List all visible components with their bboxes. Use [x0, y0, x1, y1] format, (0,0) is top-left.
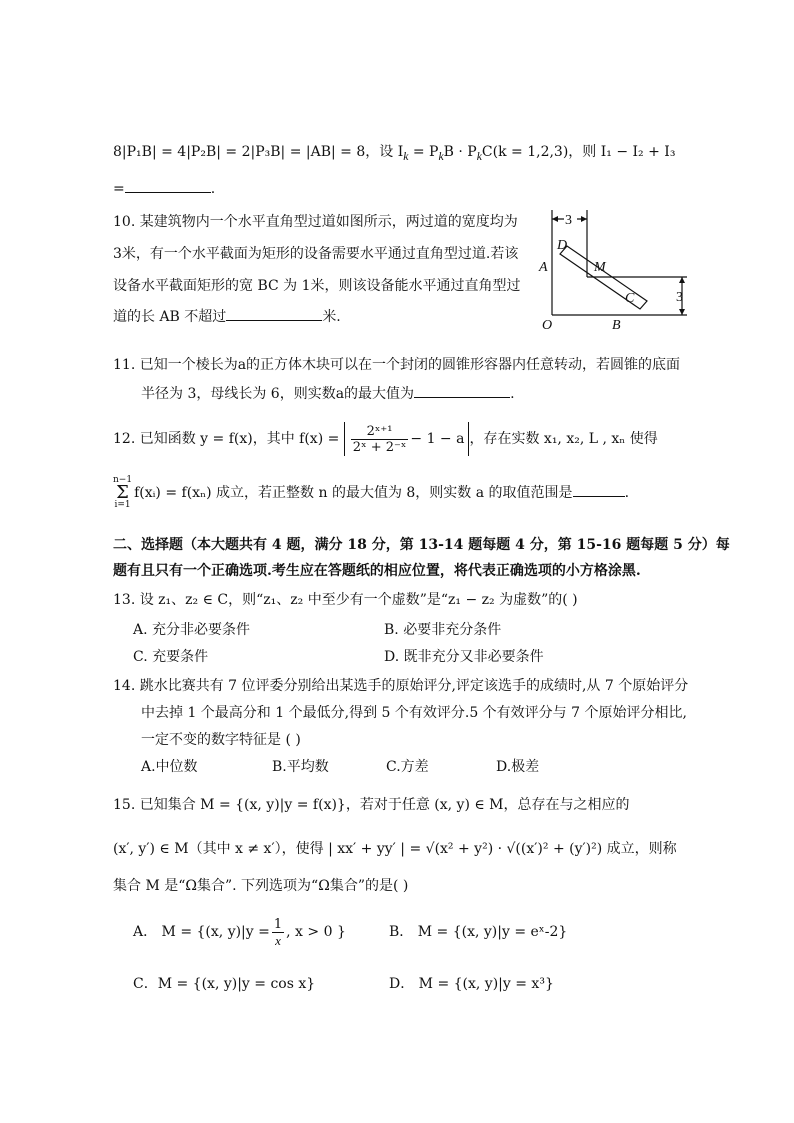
label-D: D: [557, 238, 568, 253]
q15-option-c[interactable]: C．M = {(x, y)|y = cos x}: [133, 976, 316, 992]
q15-a-frac: [272, 917, 284, 948]
q12-answer-blank[interactable]: [573, 482, 625, 497]
q12-sum-top: n−1: [113, 475, 133, 485]
q15-a-post: , x > 0 }: [286, 924, 346, 940]
arrow-up: [679, 277, 685, 283]
q12-fraction: [351, 424, 409, 455]
q15-line1: 15. 已知集合 M = {(x, y)|y = f(x)}，若对于任意 (x, y) ∈ M，总存在与之相应的: [113, 797, 630, 813]
q12-abs-expression: [344, 422, 470, 456]
label-M: M: [594, 260, 606, 275]
q9-k2: k: [438, 149, 444, 163]
q10-text: 道的长 AB 不超过: [113, 309, 227, 325]
q12-end: .: [624, 485, 630, 501]
q12-text3: f(xᵢ) = f(xₙ) 成立，若正整数 n 的最大值为 8，则实数 a 的取值范围是: [134, 485, 573, 501]
q9-answer-blank[interactable]: [125, 178, 211, 193]
q10-answer-blank[interactable]: [226, 306, 322, 321]
q12-line2: [113, 476, 629, 510]
q10-line4: [113, 306, 341, 327]
q9-k: k: [403, 149, 409, 163]
arrow-right: [581, 216, 587, 222]
q15-option-a[interactable]: [133, 915, 346, 949]
q15-line3: 集合 M 是“Ω集合”. 下列选项为“Ω集合”的是( ): [113, 878, 409, 894]
q9-k3: k: [476, 149, 482, 163]
q10-unit: 米.: [322, 309, 341, 325]
q13-option-a[interactable]: A. 充分非必要条件: [133, 622, 251, 638]
label-A: A: [539, 260, 548, 275]
q11-line2: [141, 383, 515, 404]
q13-option-b[interactable]: B. 必要非充分条件: [384, 622, 502, 638]
q9-line2: [113, 178, 215, 199]
label-C: C: [625, 291, 635, 306]
q13-option-c[interactable]: C. 充要条件: [133, 649, 209, 665]
q9-def2: B · P: [443, 144, 477, 160]
q14-line3: 一定不变的数字特征是 ( ): [141, 732, 301, 748]
section2-line2: 题有且只有一个正确选项.考生应在答题纸的相应位置，将代表正确选项的小方格涂黑.: [113, 563, 641, 579]
q9-end: .: [210, 181, 216, 197]
q12-sum-bot: i=1: [114, 500, 131, 510]
q9-line1: [113, 142, 675, 167]
q9-def1: = P: [408, 144, 439, 160]
q12-text: 12. 已知函数 y = f(x)，其中 f(x) =: [113, 431, 340, 447]
q11-end: .: [510, 386, 515, 402]
q10-line2: 3米，有一个水平截面为矩形的设备需要水平通过直角型过道.若该: [113, 246, 519, 262]
q10-line1: 10. 某建筑物内一个水平直角型过道如图所示，两过道的宽度均为: [113, 214, 518, 230]
q14-option-a[interactable]: A.中位数: [141, 759, 198, 775]
q14-option-b[interactable]: B.平均数: [272, 759, 329, 775]
q11-text: 半径为 3，母线长为 6，则实数a的最大值为: [141, 386, 415, 402]
label-B: B: [612, 318, 621, 333]
q15-line2: (x′, y′) ∈ M（其中 x ≠ x′），使得 | xx′ + yy′ | = √(x² + y²) · √((x′)² + (y′)²) 成立，则称: [113, 841, 677, 857]
label-O: O: [542, 318, 553, 333]
q12-frac-den: 2ˣ + 2⁻ˣ: [352, 439, 407, 455]
q15-a-num: 1: [273, 916, 283, 932]
q12-text2: ，存在实数 x₁, x₂, L , xₙ 使得: [469, 431, 658, 447]
q14-line1: 14. 跳水比赛共有 7 位评委分别给出某选手的原始评分,评定该选手的成绩时,从 7 个原始评分: [113, 678, 689, 694]
top-dim-label: 3: [565, 213, 572, 228]
q12-line1: [113, 422, 658, 456]
q12-abs-tail: − 1 − a: [410, 431, 465, 447]
q12-sum-symbol: n−1 Σ i=1: [113, 475, 133, 510]
q13-option-d[interactable]: D. 既非充分又非必要条件: [384, 649, 544, 665]
corridor-figure: [530, 205, 700, 335]
q12-frac-num: 2ˣ⁺¹: [351, 424, 409, 440]
q15-option-d[interactable]: D． M = {(x, y)|y = x³}: [389, 976, 554, 992]
q14-line2: 中去掉 1 个最高分和 1 个最低分,得到 5 个有效评分.5 个有效评分与 7 个原始评分相比,: [141, 705, 687, 721]
q15-a-den: x: [275, 932, 281, 948]
q10-line3: 设备水平截面矩形的宽 BC 为 1米，则该设备能水平通过直角型过: [113, 278, 521, 294]
q9-tail: ₁ − I₂ + I₃: [606, 144, 676, 160]
q11-line1: 11. 已知一个棱长为a的正方体木块可以在一个封闭的圆锥形容器内任意转动，若圆锥的底面: [113, 357, 681, 373]
q15-option-b[interactable]: B． M = {(x, y)|y = eˣ-2}: [389, 924, 568, 940]
q11-answer-blank[interactable]: [414, 383, 510, 398]
q9-def3: C(k = 1,2,3)，则 I: [481, 144, 607, 160]
q14-option-c[interactable]: C.方差: [386, 759, 429, 775]
right-dim-label: 3: [676, 290, 683, 305]
q15-a-pre: A． M = {(x, y)|y =: [133, 924, 270, 940]
q9-eq: =: [113, 181, 125, 197]
q9-text: 8|P₁B| = 4|P₂B| = 2|P₃B| = |AB| = 8，设 I: [113, 144, 404, 160]
arrow-down: [679, 309, 685, 315]
q14-option-d[interactable]: D.极差: [496, 759, 540, 775]
q13-stem: 13. 设 z₁、z₂ ∈ C，则“z₁、z₂ 中至少有一个虚数”是“z₁ − z₂ 为虚数”的( ): [113, 592, 578, 608]
arrow-left: [552, 216, 558, 222]
section2-line1: 二、选择题（本大题共有 4 题，满分 18 分，第 13-14 题每题 4 分，第 15-16 题每题 5 分）每: [113, 537, 730, 553]
